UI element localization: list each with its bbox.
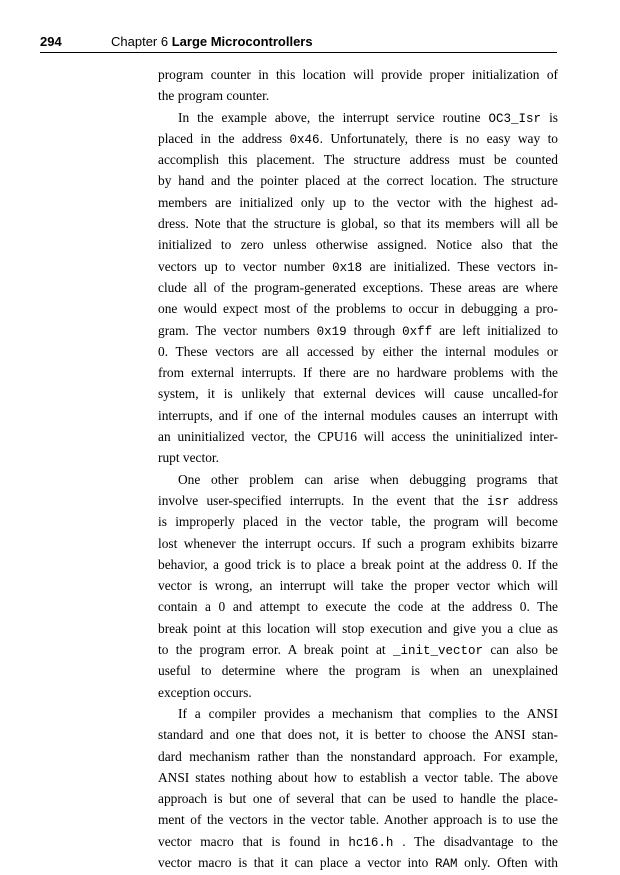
code-term: RAM [434,856,458,871]
text-segment: In the example above, the interrupt service routine [178,109,489,125]
text-line [158,511,558,532]
text-segment: address [509,492,558,508]
text-line [158,490,558,511]
code-term: 0x19 [316,324,347,339]
text-segment: initialized to zero unless otherwise assigned. Notice also that the [158,237,558,253]
text-line [158,383,558,404]
text-segment: accomplish this placement. The structure address must be counted [158,152,558,168]
text-segment: contain a 0 and attempt to execute the code at the address 0. The [158,599,558,615]
text-line [158,469,558,490]
text-line [158,362,558,383]
text-line [158,128,558,149]
code-term: hc16.h [348,835,394,850]
text-line [158,639,558,660]
text-line [158,341,558,362]
text-line [158,533,558,554]
code-term: 0x18 [332,260,363,275]
text-line [158,660,558,681]
text-line [158,575,558,596]
text-segment: can also be [483,642,558,658]
text-line [158,831,558,852]
text-line [158,64,558,85]
text-segment: through [346,322,403,338]
code-term: 0xff [402,324,433,339]
text-line [158,809,558,830]
text-segment: placed in the address [158,130,290,146]
text-line [158,85,558,106]
code-term: _init_vector [393,644,484,659]
page-number: 294 [40,34,62,49]
text-line [158,767,558,788]
text-segment: vectors up to vector number [158,258,333,274]
text-line [158,788,558,809]
text-line [158,554,558,575]
text-line [158,170,558,191]
chapter-label: Chapter 6 [111,34,169,49]
text-line [158,596,558,617]
text-segment: If a compiler provides a mechanism that complies to the ANSI [178,705,558,721]
text-segment: One other problem can arise when debugging programs that [178,471,558,487]
text-segment: break point at this location will stop execution and give you a clue as [158,620,558,636]
text-line [158,405,558,426]
text-line [158,256,558,277]
text-line [158,724,558,745]
running-header [0,32,620,52]
text-line [158,234,558,255]
text-segment: from external interrupts. If there are no hardware problems with the [158,365,558,381]
text-line [158,298,558,319]
text-line [158,746,558,767]
text-segment: vector is wrong, an interrupt will take the proper vector which will [158,578,558,594]
text-segment: dress. Note that the structure is global, so that its members will all be [158,216,558,232]
text-segment: is improperly placed in the vector table, the program will become [158,514,558,530]
text-line [158,213,558,234]
text-segment: involve user-specified interrupts. In the event that the [158,492,488,508]
text-line [158,107,558,128]
text-segment: ANSI states nothing about how to establish a vector table. The above [158,769,558,785]
text-segment: rupt vector. [158,450,219,466]
code-term: OC3_Isr [488,111,542,126]
text-line [158,618,558,639]
text-segment: 0. These vectors are all accessed by either the internal modules or [158,343,558,359]
text-line [158,852,558,873]
text-segment: clude all of the program-generated exceptions. These areas are where [158,279,558,295]
text-segment: behavior, a good trick is to place a break point at the address 0. If the [158,556,558,572]
body-text [158,64,558,873]
text-segment: dard mechanism rather than the nonstandard approach. For example, [158,748,558,764]
text-segment: lost whenever the interrupt occurs. If such a program exhibits bizarre [158,535,558,551]
text-segment: vector macro that is found in [158,833,349,849]
text-segment: are initialized. These vectors in- [362,258,558,274]
text-segment: by hand and the pointer placed at the correct location. The structure [158,173,558,189]
chapter-title: Large Microcontrollers [171,34,313,49]
code-term: 0x46 [289,132,320,147]
text-segment: . Unfortunately, there is no easy way to [319,130,559,146]
text-segment: useful to determine where the program is when an unexplained [158,663,558,679]
text-segment: are left initialized to [432,322,558,338]
text-segment: only. Often with [457,854,559,870]
text-segment: to the program error. A break point at [158,642,394,658]
text-line [158,682,558,703]
text-segment: . The disadvantage to the [393,833,559,849]
header-rule [40,52,557,53]
text-line [158,277,558,298]
text-line [158,192,558,213]
text-segment: gram. The vector numbers [158,322,317,338]
text-segment: standard and one that does not, it is better to choose the ANSI stan- [158,727,558,743]
text-line [158,703,558,724]
text-segment: system, it is unlikely that external devices will cause uncalled-for [158,386,558,402]
text-line [158,320,558,341]
chapter-heading [111,34,313,49]
text-line [158,149,558,170]
text-segment: one would expect most of the problems to occur in debugging a pro- [158,301,558,317]
text-segment: ment of the vectors in the vector table. Another approach is to use the [158,812,558,828]
text-segment: interrupts, and if one of the internal modules causes an interrupt with [158,407,558,423]
text-line [158,426,558,447]
text-segment: members are initialized only up to the vector with the highest ad- [158,194,558,210]
text-segment: exception occurs. [158,684,252,700]
text-segment: program counter in this location will provide proper initialization of [158,67,558,82]
text-segment: an uninitialized vector, the CPU16 will access the uninitialized inter- [158,429,558,445]
code-term: isr [487,494,510,509]
text-segment: approach is but one of several that can be used to handle the place- [158,791,558,807]
text-segment: is [541,109,558,125]
text-segment: vector macro is that it can place a vector into [158,854,435,870]
text-segment: the program counter. [158,88,270,104]
text-line [158,447,558,468]
